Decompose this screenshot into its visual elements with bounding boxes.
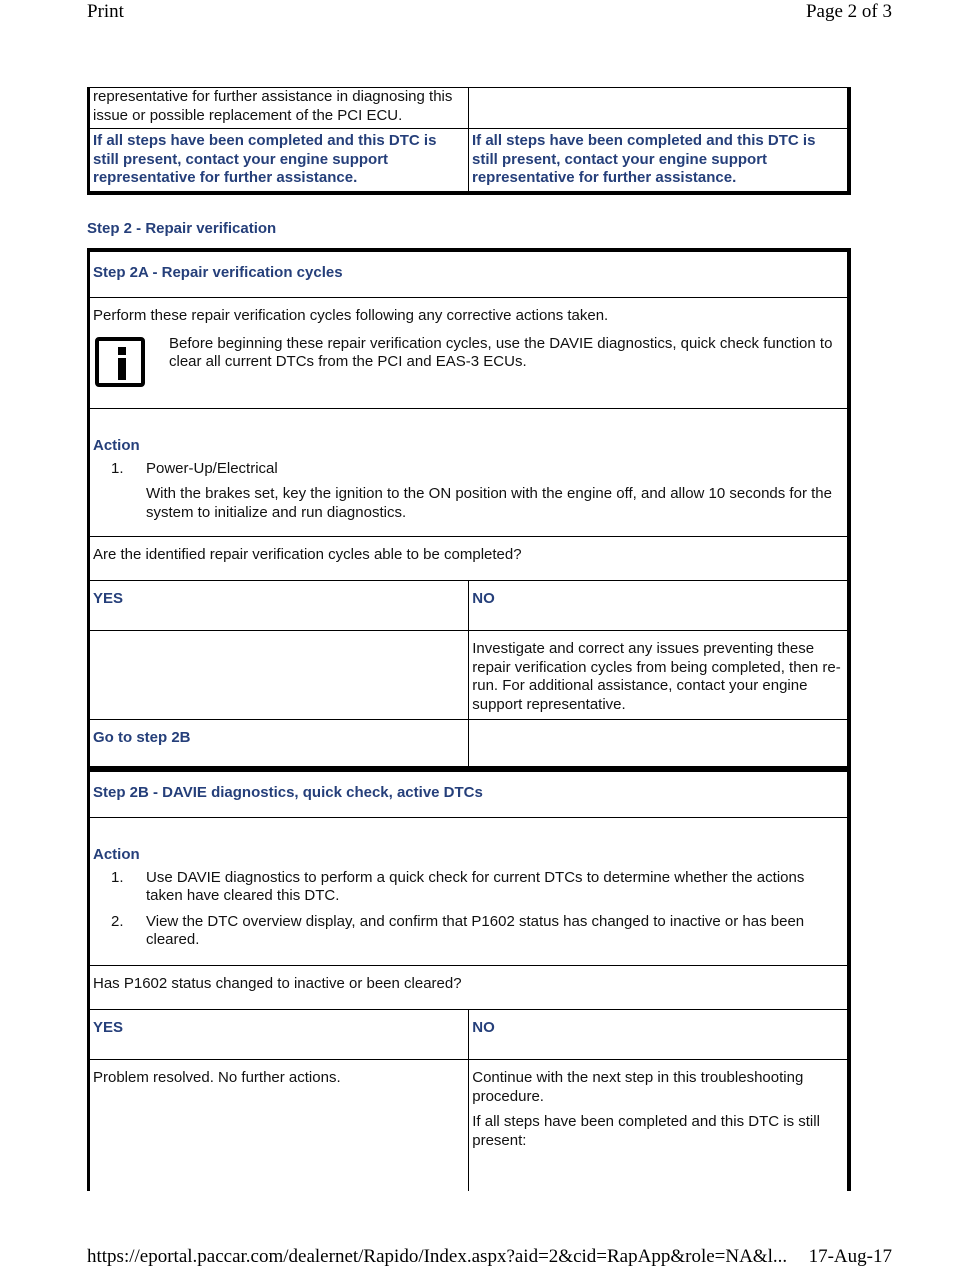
- intro-cell: [89, 298, 850, 409]
- list-item: [93, 869, 844, 906]
- print-header-label: Print: [87, 1, 124, 22]
- table-row: [89, 966, 850, 1010]
- step-detail: With the brakes set, key the ignition to the ON position with the engine off, and allow 10 seconds for the system to initialize and run diagnostics.: [146, 485, 832, 521]
- table-row: [89, 537, 850, 581]
- page-url: https://eportal.paccar.com/dealernet/Rapido/Index.aspx?aid=2&cid=RapApp&role=NA&l...: [87, 1246, 788, 1267]
- step-text: View the DTC overview display, and confirm that P1602 status has changed to inactive or has been cleared.: [146, 912, 805, 948]
- escalation-cell-right: If all steps have been completed and this DTC is still present, contact your engine support representative for further assistance.: [469, 129, 850, 193]
- step-text: Power-Up/Electrical: [146, 459, 278, 477]
- table-row: [89, 88, 850, 129]
- step-number: 1.: [111, 459, 124, 477]
- yes-cell: Problem resolved. No further actions.: [89, 1060, 469, 1192]
- step-title: Step 2B - DAVIE diagnostics, quick check, active DTCs: [89, 770, 850, 818]
- no-text-escalation: If all steps have been completed and this DTC is still present:: [472, 1113, 820, 1149]
- no-cell: [469, 1060, 849, 1192]
- info-icon: [95, 337, 145, 387]
- table-row: [89, 631, 850, 720]
- page-number: Page 2 of 3: [805, 1, 892, 22]
- action-list: [93, 460, 844, 523]
- step-2b-table: [87, 768, 851, 1191]
- previous-step-cell: representative for further assistance in diagnosing this issue or possible replacement of the PCI ECU.: [89, 88, 469, 129]
- print-date: 17-Aug-17: [808, 1246, 892, 1267]
- no-label: NO: [469, 1010, 849, 1060]
- yes-label: YES: [89, 1010, 469, 1060]
- table-row: [89, 298, 850, 409]
- table-row: [89, 129, 850, 193]
- yes-label: YES: [89, 581, 469, 631]
- step-number: 1.: [111, 868, 124, 886]
- note-text: Before beginning these repair verification cycles, use the DAVIE diagnostics, quick check function to clear all current DTCs from the PCI and EAS-3 ECUs.: [169, 334, 833, 370]
- yes-cell: [89, 631, 469, 720]
- action-cell: [89, 818, 850, 966]
- table-row: [89, 1060, 850, 1192]
- action-cell: [89, 409, 850, 537]
- table-row: [89, 720, 850, 769]
- question-cell: Are the identified repair verification cycles able to be completed?: [89, 537, 850, 581]
- no-cell: Investigate and correct any issues preventing these repair verification cycles from being completed, then re-run. For additional assistance, contact your engine support representative.: [469, 631, 849, 720]
- no-text: Continue with the next step in this troubleshooting procedure.: [472, 1069, 804, 1105]
- section-heading: Step 2 - Repair verification: [87, 220, 277, 237]
- table-row: [89, 770, 850, 818]
- step-number: 2.: [111, 912, 124, 930]
- goto-step-2b: Go to step 2B: [89, 720, 469, 769]
- escalation-cell-left: If all steps have been completed and this DTC is still present, contact your engine support representative for further assistance.: [89, 129, 469, 193]
- info-note: [93, 335, 844, 395]
- list-item: [93, 913, 844, 950]
- action-list: [93, 869, 844, 950]
- list-item: [93, 460, 844, 523]
- empty-cell: [469, 88, 850, 129]
- table-row: [89, 409, 850, 537]
- table-row: [89, 818, 850, 966]
- intro-text: Perform these repair verification cycles following any corrective actions taken.: [93, 307, 609, 324]
- action-label: Action: [93, 437, 140, 454]
- action-label: Action: [93, 846, 140, 863]
- empty-cell: [469, 720, 849, 769]
- step-2a-table: [87, 248, 851, 770]
- question-cell: Has P1602 status changed to inactive or been cleared?: [89, 966, 850, 1010]
- step-title: Step 2A - Repair verification cycles: [89, 250, 850, 298]
- step-text: Use DAVIE diagnostics to perform a quick check for current DTCs to determine whether the actions taken have cleared this DTC.: [146, 868, 805, 904]
- table-row: [89, 1010, 850, 1060]
- no-label: NO: [469, 581, 849, 631]
- previous-step-table: [87, 87, 851, 195]
- table-row: [89, 250, 850, 298]
- table-row: [89, 581, 850, 631]
